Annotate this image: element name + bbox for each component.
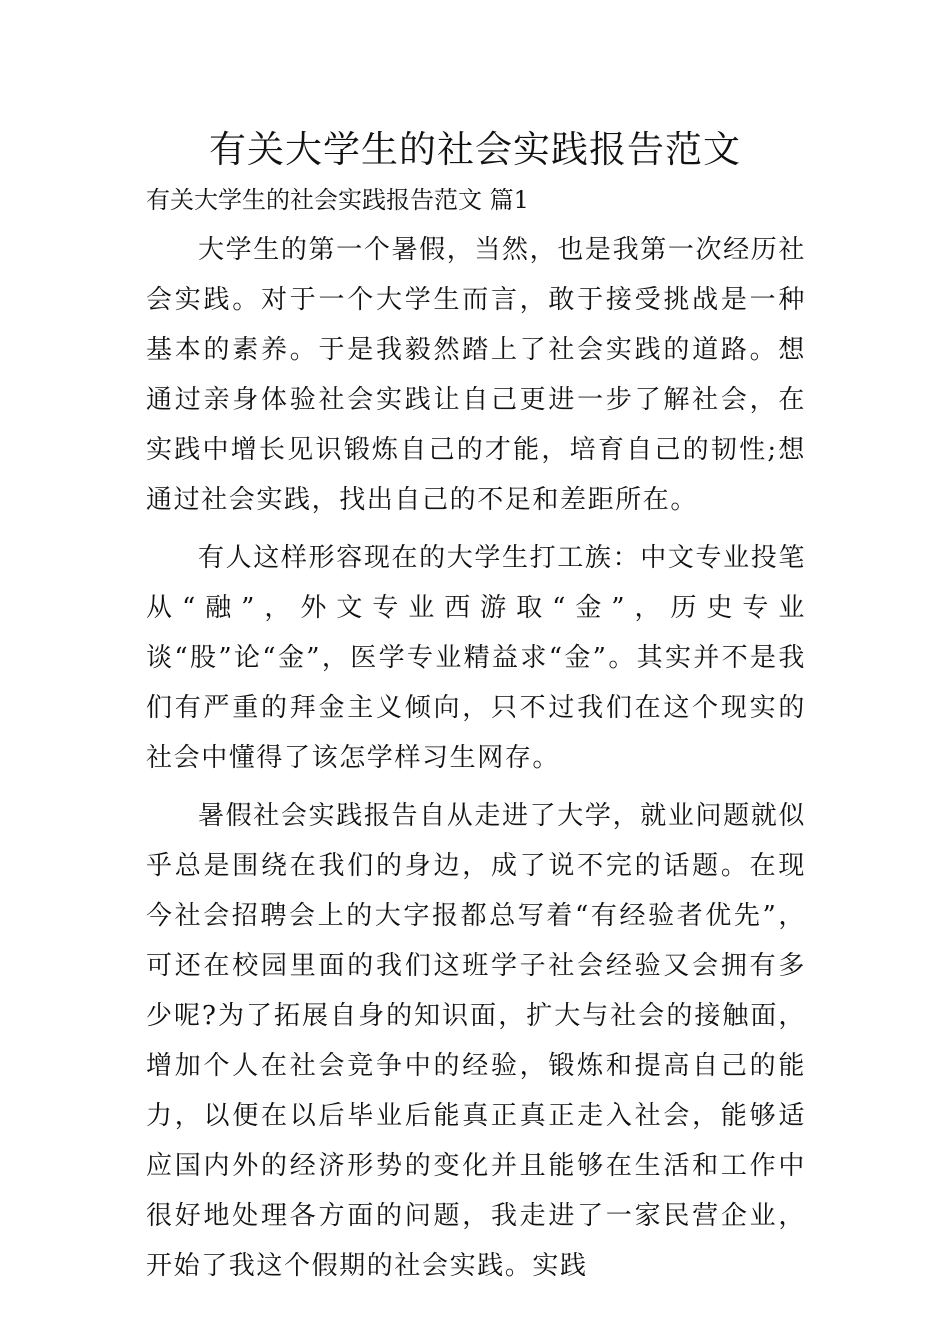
paragraph-3: 暑假社会实践报告自从走进了大学，就业问题就似乎总是围绕在我们的身边，成了说不完的话题。在现今社会招聘会上的大字报都总写着“有经验者优先”，可还在校园里面的我们这班学子社会经验又会拥有多少呢?为了拓展自身的知识面，扩大与社会的接触面，增加个人在社会竞争中的经验，锻炼和提高自己的能力，以便在以后毕业后能真正真正走入社会，能够适应国内外的经济形势的变化并且能够在生活和工作中很好地处理各方面的问题，我走进了一家民营企业，开始了我这个假期的社会实践。实践 [146, 801, 806, 1281]
document-subtitle: 有关大学生的社会实践报告范文 篇1 [146, 186, 529, 214]
paragraph-2: 有人这样形容现在的大学生打工族：中文专业投笔从“融”，外文专业西游取“金”，历史专业谈“股”论“金”，医学专业精益求“金”。其实并不是我们有严重的拜金主义倾向，只不过我们在这个现实的社会中懂得了该怎学样习生网存。 [146, 543, 806, 773]
document-title: 有关大学生的社会实践报告范文 [209, 128, 741, 171]
paragraph-1: 大学生的第一个暑假，当然，也是我第一次经历社会实践。对于一个大学生而言，敢于接受挑战是一种基本的素养。于是我毅然踏上了社会实践的道路。想通过亲身体验社会实践让自己更进一步了解社会，在实践中增长见识锻炼自己的才能，培育自己的韧性;想通过社会实践，找出自己的不足和差距所在。 [146, 235, 806, 515]
document-body [146, 225, 806, 1299]
